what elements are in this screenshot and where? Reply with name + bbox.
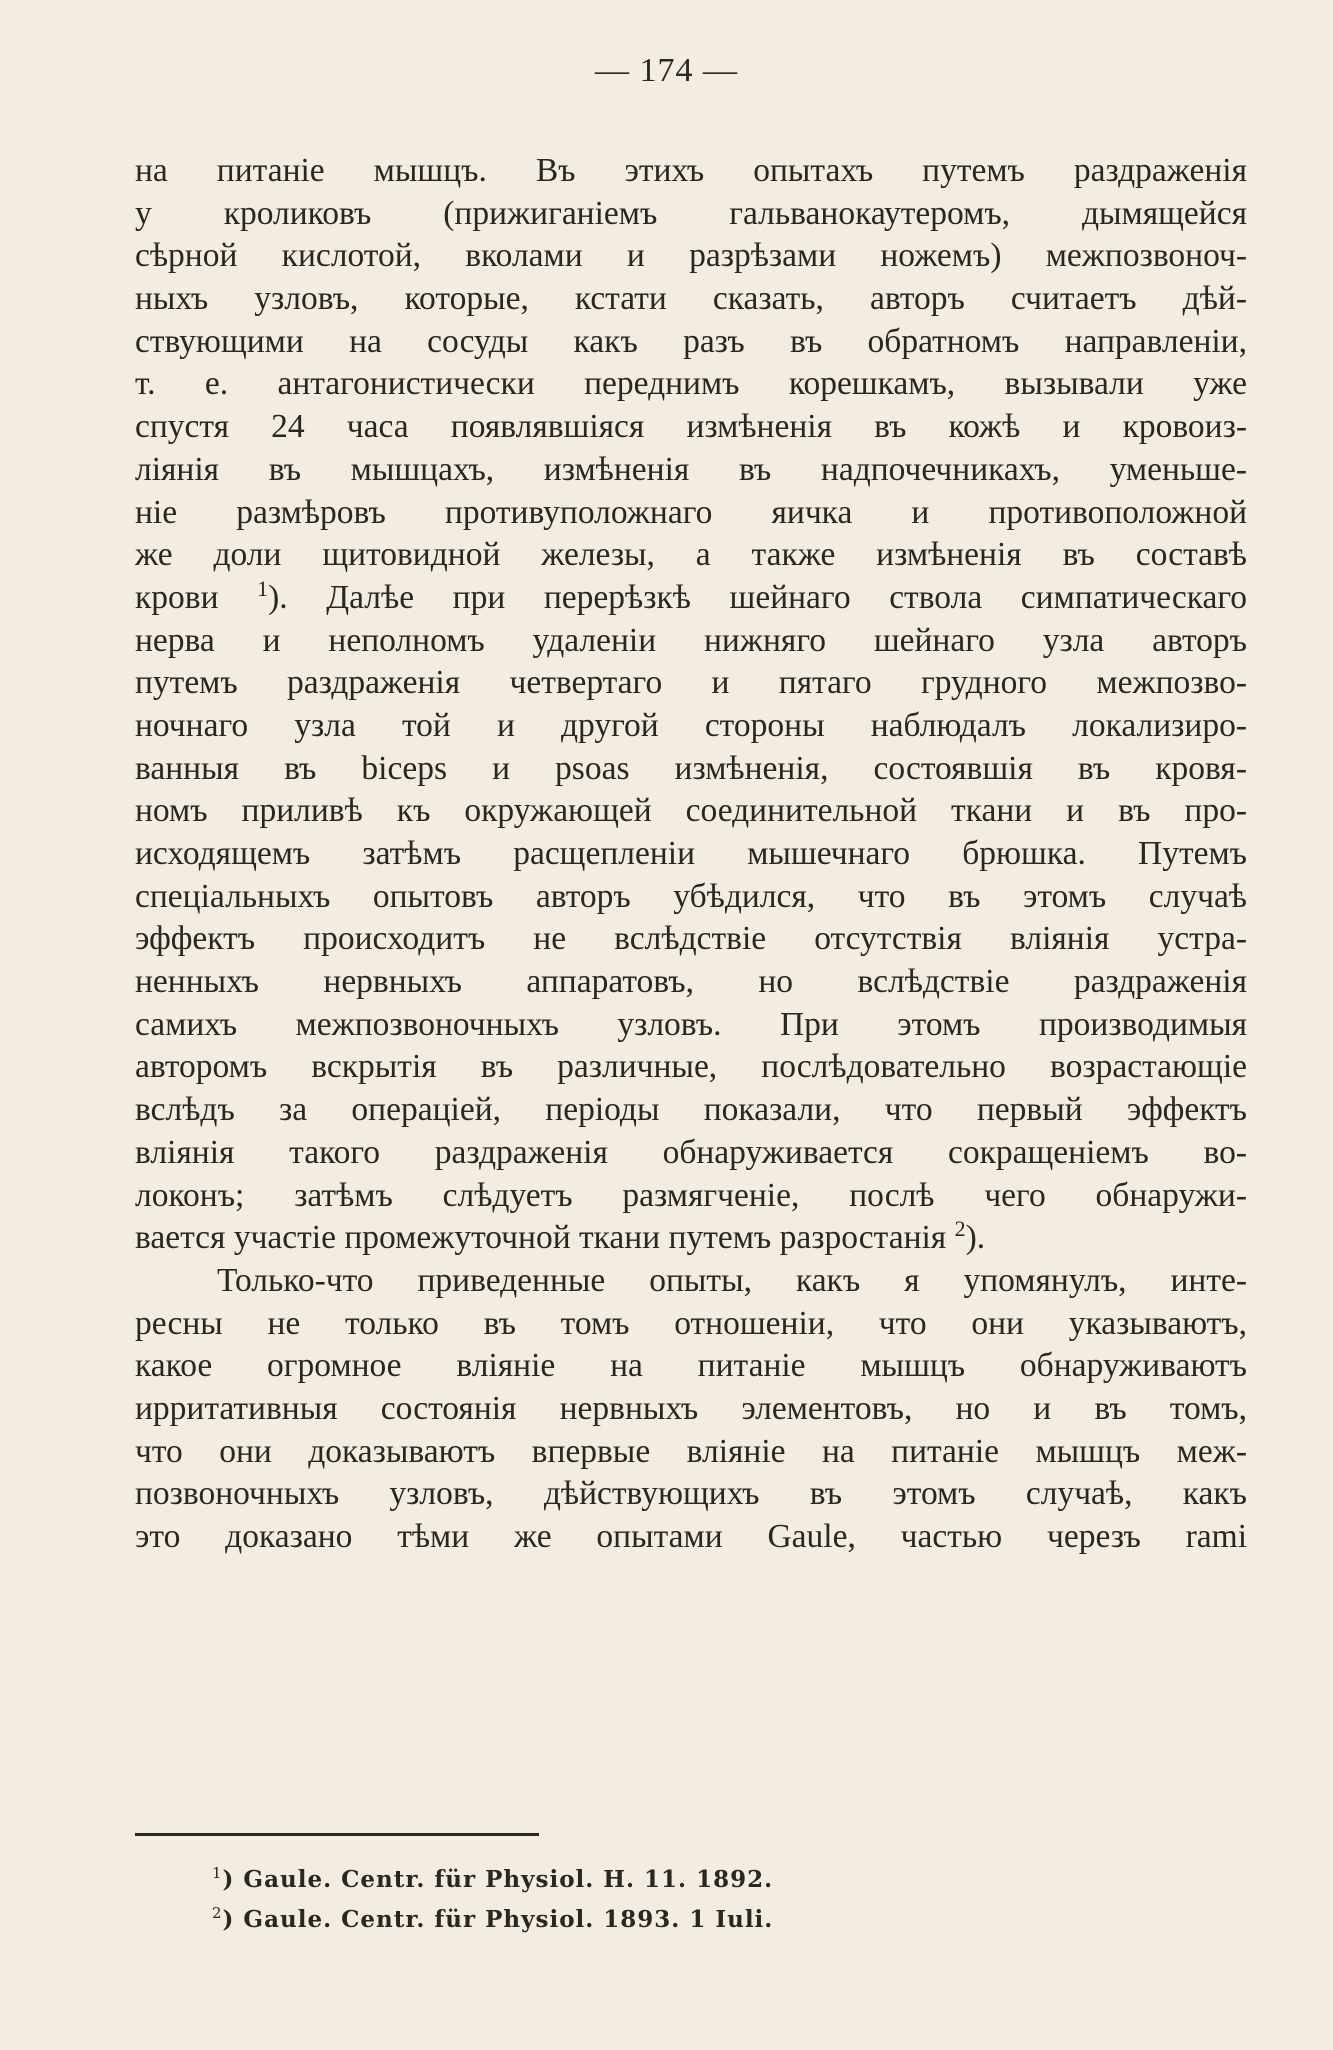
text-line: на питанiе мышцъ. Въ этихъ опытахъ путемъ раздраженiя	[135, 152, 1247, 189]
text-line: же доли щитовидной железы, а также измѣненiя въ составѣ	[135, 536, 1247, 574]
text-fragment: ). Далѣе при перерѣзкѣ шейнаго ствола симпатическаго	[268, 578, 1247, 616]
text-line: ночнаго узла той и другой стороны наблюдалъ локализиро-	[135, 706, 1247, 744]
footnote-text: ) Gaule. Centr. für Physiol. 1893. 1 Iuli.	[222, 1906, 774, 1933]
text-line: у кроликовъ (прижиганiемъ гальванокаутеромъ, дымящейся	[135, 194, 1247, 232]
text-line: исходящемъ затѣмъ расщепленiи мышечнаго брюшка. Путемъ	[135, 835, 1247, 872]
text-line: влiянiя такого раздраженiя обнаруживается сокращенiемъ во-	[135, 1133, 1247, 1171]
text-line: сѣрной кислотой, вколами и разрѣзами ножемъ) межпозвоноч-	[135, 237, 1247, 275]
text-line: ствующими на сосуды какъ разъ въ обратномъ направленiи,	[135, 322, 1247, 360]
footnote-2	[212, 1900, 1112, 1940]
text-line-with-footnote-ref	[135, 1217, 1247, 1260]
text-line: спустя 24 часа появлявшiяся измѣненiя въ кожѣ и кровоиз-	[135, 408, 1247, 446]
text-line: это доказано тѣми же опытами Gaule, частью черезъ rami	[135, 1518, 1247, 1555]
footnote-text: ) Gaule. Centr. für Physiol. H. 11. 1892.	[222, 1866, 774, 1893]
text-fragment: ).	[965, 1219, 986, 1257]
text-line-with-footnote-ref	[135, 577, 1247, 620]
text-line: номъ приливѣ къ окружающей соединительной ткани и въ про-	[135, 792, 1247, 830]
text-line: ванныя въ biceps и psoas измѣненiя, состоявшiя въ кровя-	[135, 749, 1247, 787]
text-line: вслѣдъ за операцiей, перiоды показали, что первый эффектъ	[135, 1091, 1247, 1129]
footnote-separator-rule	[135, 1833, 539, 1836]
footnote-marker: 1	[212, 1864, 223, 1882]
text-fragment: крови	[135, 578, 219, 616]
text-line: ненныхъ нервныхъ аппаратовъ, но вслѣдствiе раздраженiя	[135, 963, 1247, 1001]
footnote-marker: 2	[212, 1904, 223, 1922]
text-line: локонъ; затѣмъ слѣдуетъ размягченiе, послѣ чего обнаружи-	[135, 1176, 1247, 1214]
text-line: какое огромное влiянiе на питанiе мышцъ обнаруживаютъ	[135, 1347, 1247, 1385]
footnote-ref-1: 1	[257, 575, 269, 601]
text-fragment: вается участiе промежуточной ткани путемъ разростанiя	[135, 1219, 947, 1257]
text-line: путемъ раздраженiя четвертаго и пятаго грудного межпозво-	[135, 664, 1247, 702]
text-line: что они доказываютъ впервые влiянiе на питанiе мышцъ меж-	[135, 1432, 1247, 1470]
body-text	[135, 150, 1247, 1559]
text-line: позвоночныхъ узловъ, дѣйствующихъ въ этомъ случаѣ, какъ	[135, 1475, 1247, 1513]
text-line: самихъ межпозвоночныхъ узловъ. При этомъ производимыя	[135, 1005, 1247, 1043]
text-line: нерва и неполномъ удаленiи нижняго шейнаго узла авторъ	[135, 621, 1247, 659]
footnotes	[212, 1860, 1112, 1940]
text-line: ресны не только въ томъ отношенiи, что они указываютъ,	[135, 1304, 1247, 1342]
text-line: ныхъ узловъ, которые, кстати сказать, авторъ считаетъ дѣй-	[135, 280, 1247, 318]
text-line: нiе размѣровъ противуположнаго яичка и противоположной	[135, 493, 1247, 531]
text-line: лiянiя въ мышцахъ, измѣненiя въ надпочечникахъ, уменьше-	[135, 450, 1247, 488]
text-line: авторомъ вскрытiя въ различные, послѣдовательно возрастающiе	[135, 1048, 1247, 1086]
text-line: ирритативныя состоянiя нервныхъ элементовъ, но и въ томъ,	[135, 1389, 1247, 1427]
page-number: — 174 —	[595, 52, 738, 89]
text-line: Только-что приведенные опыты, какъ я упомянулъ, инте-	[217, 1261, 1247, 1299]
text-line: эффектъ происходитъ не вслѣдствiе отсутствiя влiянiя устра-	[135, 920, 1247, 958]
footnote-1	[212, 1860, 1112, 1900]
text-line: спецiальныхъ опытовъ авторъ убѣдился, что въ этомъ случаѣ	[135, 877, 1247, 915]
footnote-ref-2: 2	[954, 1216, 966, 1242]
text-line: т. е. антагонистически переднимъ корешкамъ, вызывали уже	[135, 365, 1247, 403]
